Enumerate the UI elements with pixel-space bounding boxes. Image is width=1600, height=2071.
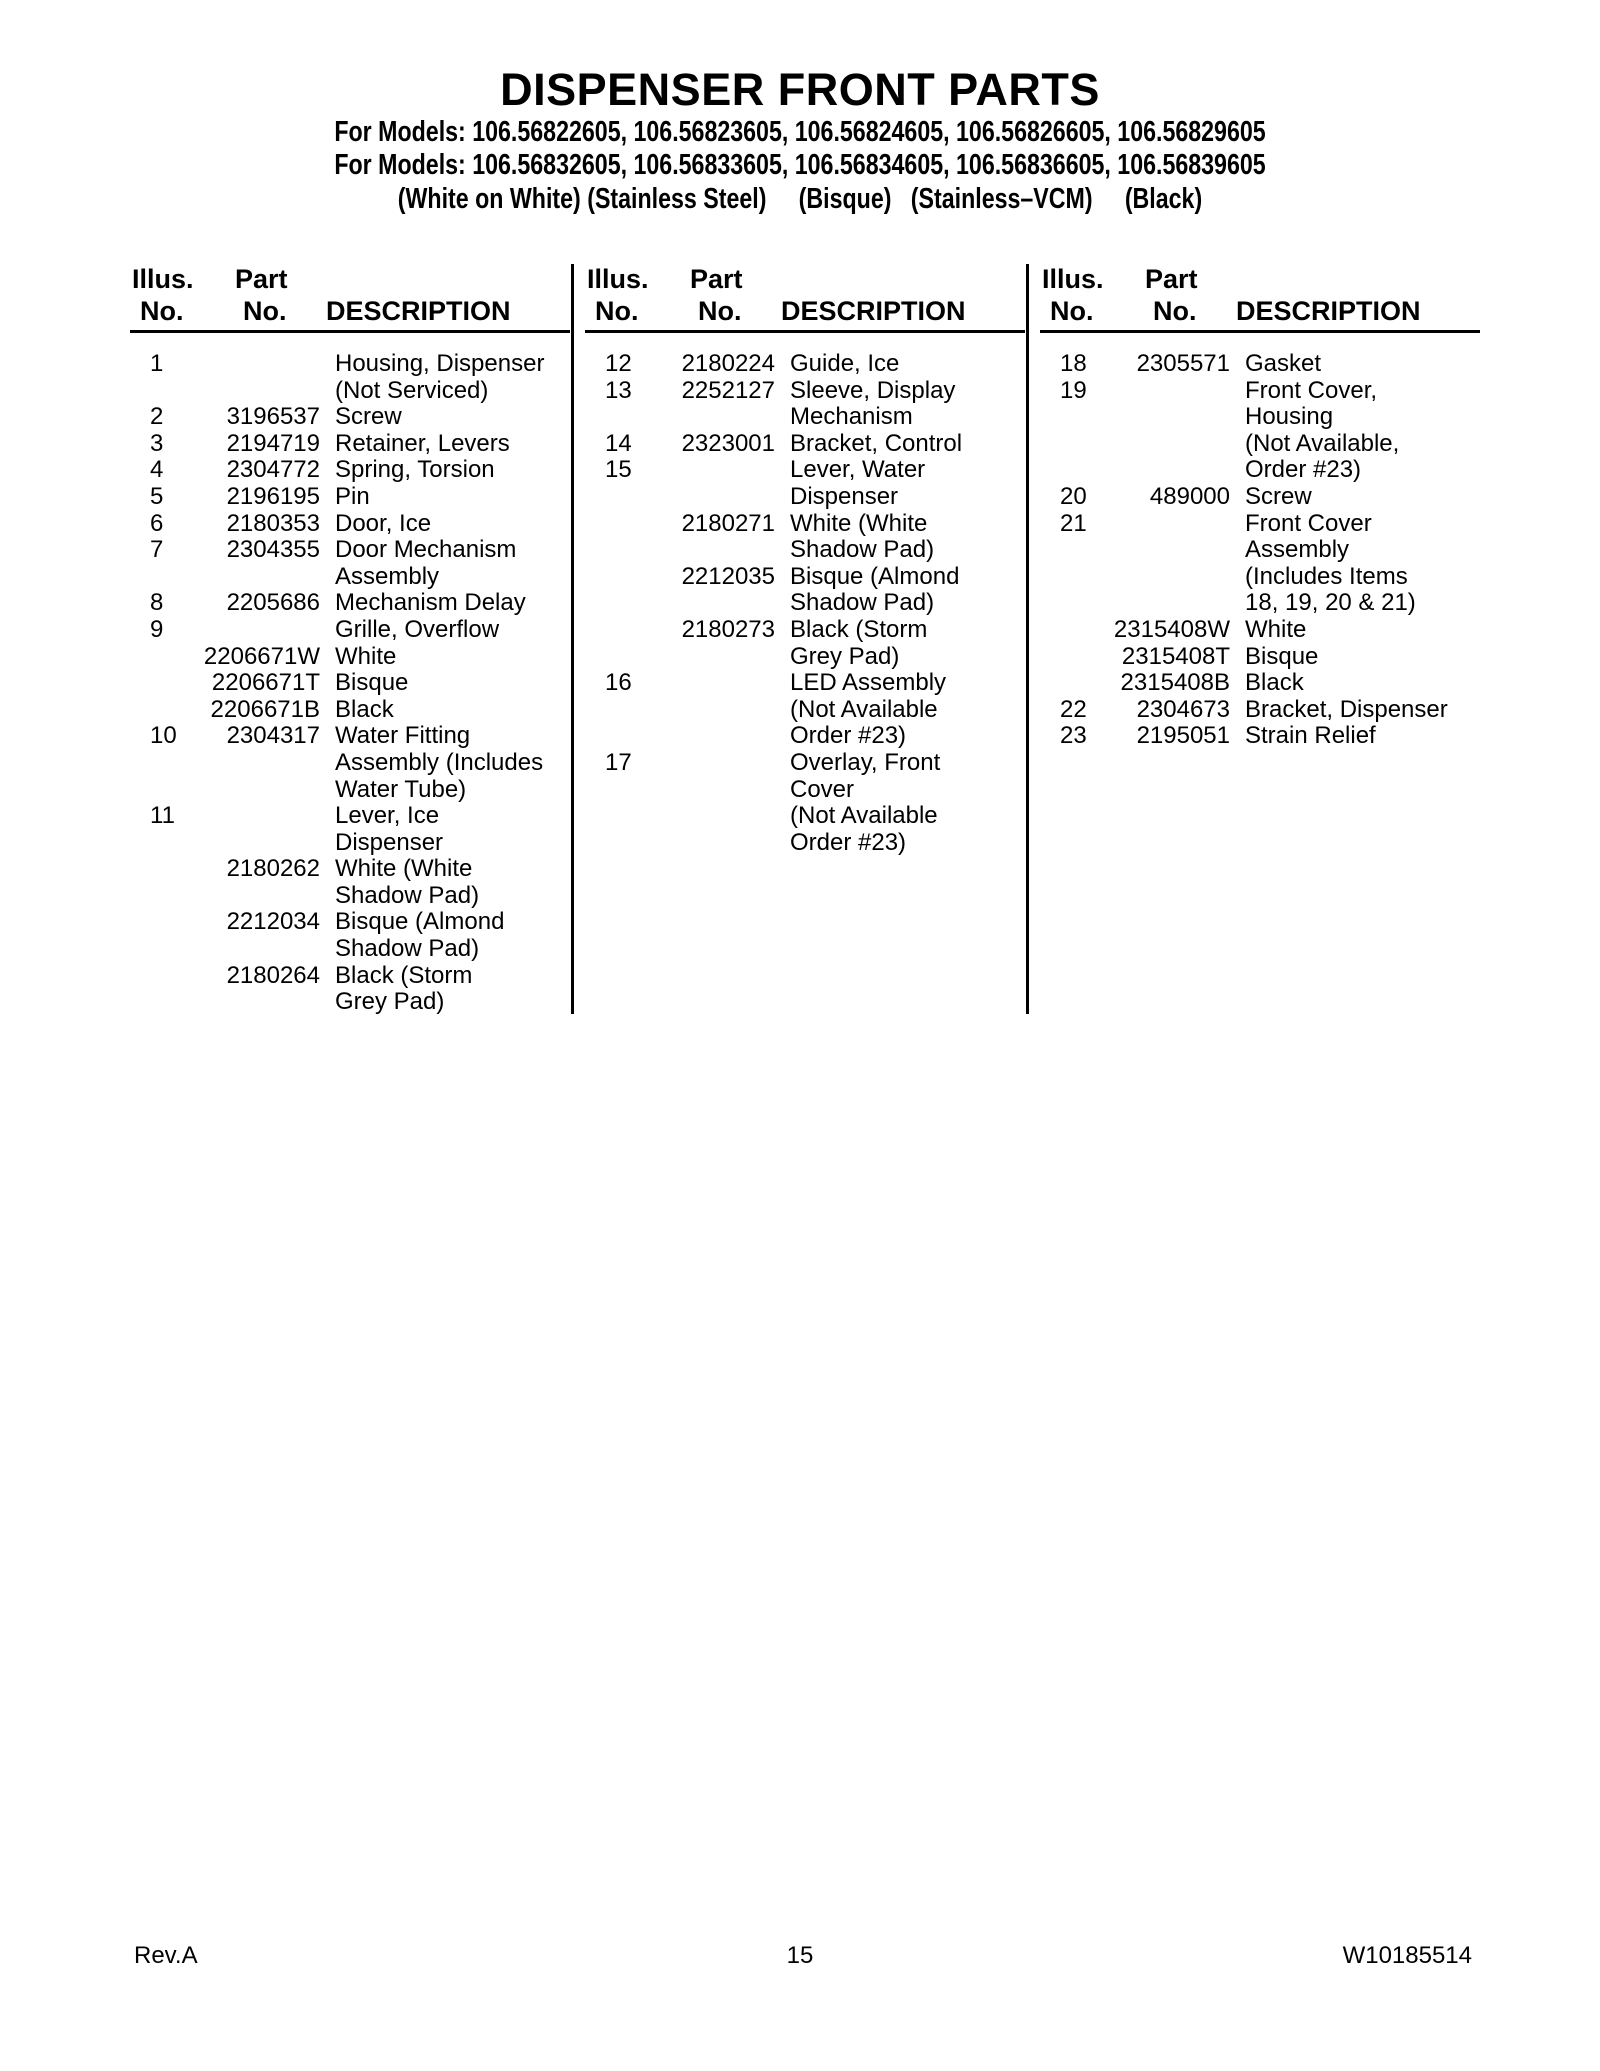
header-illus-no: No. xyxy=(1050,296,1094,326)
parts-row xyxy=(130,457,570,484)
part-description: Grey Pad) xyxy=(790,642,900,670)
parts-row xyxy=(1040,617,1480,644)
part-number: 2252127 xyxy=(681,376,775,404)
parts-row xyxy=(585,644,1025,671)
parts-row xyxy=(1040,537,1480,564)
parts-row xyxy=(585,484,1025,511)
part-description: Order #23) xyxy=(790,722,907,750)
header-illus-no: No. xyxy=(140,296,184,326)
illus-number: 7 xyxy=(150,536,164,564)
parts-row xyxy=(130,431,570,458)
parts-list xyxy=(585,351,1025,856)
illus-number: 19 xyxy=(1060,376,1087,404)
parts-column-3 xyxy=(1040,262,1480,750)
parts-row xyxy=(1040,697,1480,724)
part-number: 2180353 xyxy=(226,509,320,537)
parts-row xyxy=(130,537,570,564)
parts-row xyxy=(130,404,570,431)
part-number: 2180273 xyxy=(681,615,775,643)
parts-row xyxy=(585,777,1025,804)
parts-row xyxy=(1040,404,1480,431)
parts-row xyxy=(585,830,1025,857)
part-description: Water Fitting xyxy=(335,722,471,750)
part-number: 2304673 xyxy=(1136,695,1230,723)
part-description: Order #23) xyxy=(1245,456,1362,484)
parts-row xyxy=(585,404,1025,431)
models-line-1: For Models: 106.56822605, 106.56823605, 106.56824605, 106.56826605, 106.56829605 xyxy=(334,116,1266,148)
part-number: 2305571 xyxy=(1136,350,1230,377)
parts-row xyxy=(1040,590,1480,617)
part-number: 2206671T xyxy=(211,669,320,697)
part-number: 3196537 xyxy=(226,403,320,431)
part-number: 2196195 xyxy=(226,482,320,510)
header-part: Part xyxy=(690,264,743,294)
illus-number: 21 xyxy=(1060,509,1087,537)
parts-row xyxy=(130,564,570,591)
illus-number: 13 xyxy=(605,376,632,404)
models-line-2: For Models: 106.56832605, 106.56833605, 106.56834605, 106.56836605, 106.56839605 xyxy=(334,149,1266,181)
illus-number: 23 xyxy=(1060,722,1087,750)
part-number: 2212034 xyxy=(226,908,320,936)
parts-row xyxy=(130,963,570,990)
column-header xyxy=(585,262,1025,333)
part-description: Dispenser xyxy=(790,482,899,510)
part-description: Spring, Torsion xyxy=(335,456,495,484)
column-divider xyxy=(1026,264,1029,1014)
part-description: Water Tube) xyxy=(335,775,467,803)
part-description: Housing xyxy=(1245,403,1334,431)
parts-row xyxy=(130,777,570,804)
illus-number: 16 xyxy=(605,669,632,697)
parts-row xyxy=(130,883,570,910)
part-number: 2206671W xyxy=(203,642,320,670)
part-description: Mechanism xyxy=(790,403,913,431)
part-description: Grille, Overflow xyxy=(335,615,500,643)
parts-row xyxy=(585,803,1025,830)
finishes-line: (White on White) (Stainless Steel) (Bisque) (Stainless–VCM) (Black) xyxy=(397,183,1203,215)
part-description: Black xyxy=(335,695,394,723)
part-description: Black (Storm xyxy=(335,961,473,989)
parts-list xyxy=(1040,351,1480,750)
part-number: 2304772 xyxy=(226,456,320,484)
part-description: Assembly (Includes xyxy=(335,748,544,776)
parts-row xyxy=(585,537,1025,564)
footer-revision: Rev.A xyxy=(134,1942,198,1969)
parts-row xyxy=(585,670,1025,697)
part-description: Shadow Pad) xyxy=(790,536,935,564)
parts-row xyxy=(585,511,1025,538)
part-description: Bisque (Almond xyxy=(335,908,505,936)
part-number: 2304355 xyxy=(226,536,320,564)
part-number: 2195051 xyxy=(1136,722,1230,750)
parts-row xyxy=(130,351,570,378)
parts-row xyxy=(130,644,570,671)
illus-number: 4 xyxy=(150,456,164,484)
parts-row xyxy=(130,909,570,936)
parts-row xyxy=(585,431,1025,458)
parts-row xyxy=(130,697,570,724)
part-number: 2194719 xyxy=(226,429,320,457)
parts-column-2 xyxy=(585,262,1025,856)
part-description: Overlay, Front xyxy=(790,748,941,776)
parts-row xyxy=(130,670,570,697)
illus-number: 1 xyxy=(150,350,164,377)
part-description: Mechanism Delay xyxy=(335,589,526,617)
part-description: Shadow Pad) xyxy=(335,881,480,909)
part-description: Gasket xyxy=(1245,350,1322,377)
part-description: (Not Serviced) xyxy=(335,376,489,404)
header-part-no: No. xyxy=(243,296,287,326)
illus-number: 22 xyxy=(1060,695,1087,723)
part-description: Bracket, Dispenser xyxy=(1245,695,1448,723)
part-description: Front Cover xyxy=(1245,509,1372,537)
part-description: White (White xyxy=(790,509,928,537)
part-description: 18, 19, 20 & 21) xyxy=(1245,589,1416,617)
parts-row xyxy=(1040,378,1480,405)
part-description: Pin xyxy=(335,482,370,510)
illus-number: 5 xyxy=(150,482,164,510)
part-description: Lever, Water xyxy=(790,456,926,484)
part-description: Black (Storm xyxy=(790,615,928,643)
part-description: White xyxy=(1245,615,1307,643)
part-description: Front Cover, xyxy=(1245,376,1378,404)
parts-row xyxy=(585,457,1025,484)
parts-row xyxy=(130,830,570,857)
part-description: Screw xyxy=(1245,482,1312,510)
illus-number: 3 xyxy=(150,429,164,457)
parts-row xyxy=(1040,564,1480,591)
part-description: Lever, Ice xyxy=(335,802,440,830)
part-description: Door Mechanism xyxy=(335,536,517,564)
part-description: LED Assembly xyxy=(790,669,947,697)
column-header xyxy=(1040,262,1480,333)
parts-row xyxy=(130,989,570,1016)
part-description: Shadow Pad) xyxy=(335,935,480,963)
parts-list xyxy=(130,351,570,1016)
parts-row xyxy=(1040,723,1480,750)
part-description: (Not Available xyxy=(790,695,938,723)
part-description: Guide, Ice xyxy=(790,350,900,377)
parts-row xyxy=(585,378,1025,405)
part-description: (Includes Items xyxy=(1245,562,1408,590)
parts-row xyxy=(130,590,570,617)
part-description: White (White xyxy=(335,855,473,883)
parts-row xyxy=(130,511,570,538)
part-number: 2315408T xyxy=(1121,642,1230,670)
part-description: Order #23) xyxy=(790,828,907,856)
parts-row xyxy=(585,697,1025,724)
parts-row xyxy=(1040,431,1480,458)
part-description: Strain Relief xyxy=(1245,722,1376,750)
parts-column-1 xyxy=(130,262,570,1016)
header-illus: Illus. xyxy=(587,264,649,294)
illus-number: 2 xyxy=(150,403,164,431)
parts-row xyxy=(130,723,570,750)
parts-row xyxy=(130,617,570,644)
part-number: 489000 xyxy=(1149,482,1230,510)
part-description: Bisque xyxy=(1245,642,1319,670)
part-description: Assembly xyxy=(335,562,440,590)
header-description: DESCRIPTION xyxy=(781,296,966,326)
part-description: (Not Available, xyxy=(1245,429,1400,457)
part-number: 2180264 xyxy=(226,961,320,989)
header-description: DESCRIPTION xyxy=(326,296,511,326)
part-description: Screw xyxy=(335,403,402,431)
part-number: 2304317 xyxy=(226,722,320,750)
header-part-no: No. xyxy=(698,296,742,326)
part-number: 2323001 xyxy=(681,429,775,457)
illus-number: 15 xyxy=(605,456,632,484)
header-illus-no: No. xyxy=(595,296,639,326)
header-description: DESCRIPTION xyxy=(1236,296,1421,326)
parts-row xyxy=(585,617,1025,644)
parts-row xyxy=(585,723,1025,750)
parts-row xyxy=(130,803,570,830)
part-description: Bisque (Almond xyxy=(790,562,960,590)
part-description: Black xyxy=(1245,669,1304,697)
illus-number: 11 xyxy=(150,802,175,830)
part-number: 2205686 xyxy=(226,589,320,617)
parts-row xyxy=(1040,457,1480,484)
part-number: 2180224 xyxy=(681,350,775,377)
part-description: Grey Pad) xyxy=(335,988,445,1016)
footer-document-number: W10185514 xyxy=(1342,1942,1472,1969)
parts-row xyxy=(585,590,1025,617)
footer-page-number: 15 xyxy=(786,1942,814,1969)
part-description: Cover xyxy=(790,775,855,803)
parts-row xyxy=(130,856,570,883)
part-description: Door, Ice xyxy=(335,509,432,537)
illus-number: 17 xyxy=(605,748,632,776)
parts-row xyxy=(1040,670,1480,697)
parts-row xyxy=(585,750,1025,777)
part-description: Assembly xyxy=(1245,536,1350,564)
part-number: 2206671B xyxy=(210,695,320,723)
illus-number: 10 xyxy=(150,722,177,750)
part-description: Shadow Pad) xyxy=(790,589,935,617)
parts-row xyxy=(1040,644,1480,671)
illus-number: 20 xyxy=(1060,482,1087,510)
parts-row xyxy=(585,564,1025,591)
parts-row xyxy=(1040,484,1480,511)
part-number: 2212035 xyxy=(681,562,775,590)
part-description: Retainer, Levers xyxy=(335,429,510,457)
header-part: Part xyxy=(1145,264,1198,294)
parts-row xyxy=(585,351,1025,378)
part-description: White xyxy=(335,642,397,670)
header-illus: Illus. xyxy=(1042,264,1104,294)
illus-number: 14 xyxy=(605,429,632,457)
parts-row xyxy=(130,378,570,405)
illus-number: 18 xyxy=(1060,350,1087,377)
illus-number: 9 xyxy=(150,615,164,643)
illus-number: 8 xyxy=(150,589,164,617)
header-illus: Illus. xyxy=(132,264,194,294)
column-header xyxy=(130,262,570,333)
part-description: Bracket, Control xyxy=(790,429,963,457)
part-number: 2315408B xyxy=(1120,669,1230,697)
header-part-no: No. xyxy=(1153,296,1197,326)
part-description: Sleeve, Display xyxy=(790,376,956,404)
illus-number: 6 xyxy=(150,509,164,537)
part-description: Housing, Dispenser xyxy=(335,350,545,377)
parts-row xyxy=(1040,511,1480,538)
part-description: Dispenser xyxy=(335,828,444,856)
part-number: 2180262 xyxy=(226,855,320,883)
parts-row xyxy=(130,750,570,777)
page-title: DISPENSER FRONT PARTS xyxy=(500,64,1100,115)
part-number: 2180271 xyxy=(681,509,775,537)
header-part: Part xyxy=(235,264,288,294)
parts-row xyxy=(1040,351,1480,378)
column-divider xyxy=(571,264,574,1014)
parts-row xyxy=(130,936,570,963)
illus-number: 12 xyxy=(605,350,632,377)
part-description: (Not Available xyxy=(790,802,938,830)
part-number: 2315408W xyxy=(1113,615,1230,643)
parts-row xyxy=(130,484,570,511)
part-description: Bisque xyxy=(335,669,409,697)
